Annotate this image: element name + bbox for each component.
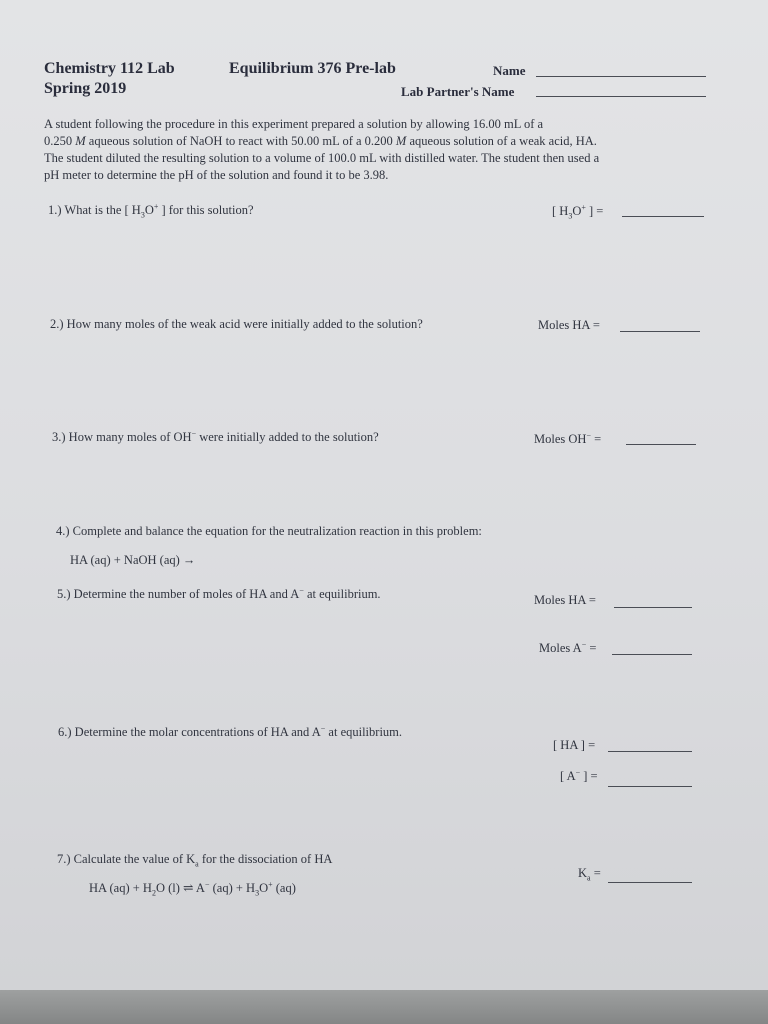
- answer-7-label: $K_a$ =: [578, 866, 601, 883]
- intro-line-4: pH meter to determine the pH of the solution and found it to be 3.98.: [44, 168, 389, 182]
- course-title: Chemistry 112 Lab: [44, 60, 175, 77]
- answer-5b-blank[interactable]: [612, 654, 692, 655]
- answer-3-label: Moles OH− =: [534, 431, 602, 447]
- question-2: 2.) How many moles of the weak acid were initially added to the solution?: [50, 317, 423, 331]
- intro-line-1: A student following the procedure in this experiment prepared a solution by allowing 16.00 mL of a: [44, 117, 544, 131]
- worksheet-title: Equilibrium 376 Pre-lab: [229, 60, 396, 77]
- answer-6a-blank[interactable]: [608, 751, 692, 752]
- answer-6b-blank[interactable]: [608, 786, 692, 787]
- answer-6b-label: [ A− ] =: [560, 768, 598, 784]
- question-5: 5.) Determine the number of moles of HA and A− at equilibrium.: [57, 586, 381, 602]
- lab-partner-label: Lab Partner's Name: [401, 84, 515, 99]
- answer-2-label: Moles HA =: [538, 318, 600, 332]
- answer-5b-label: Moles A− =: [539, 640, 597, 656]
- question-3: 3.) How many moles of OH− were initially added to the solution?: [52, 429, 379, 445]
- answer-5a-blank[interactable]: [614, 607, 692, 608]
- answer-7-blank[interactable]: [608, 882, 692, 883]
- desk-surface: [0, 990, 768, 1024]
- question-1: 1.) What is the [ $H_3O^+$ ] for this solution?: [48, 202, 254, 220]
- intro-paragraph: [44, 116, 714, 184]
- question-6: 6.) Determine the molar concentrations of HA and A− at equilibrium.: [58, 724, 403, 740]
- name-blank[interactable]: [536, 76, 706, 77]
- answer-1-blank[interactable]: [622, 216, 704, 217]
- answer-3-blank[interactable]: [626, 444, 696, 445]
- answer-6a-label: [ HA ] =: [553, 738, 596, 752]
- term: Spring 2019: [44, 80, 127, 97]
- equation-7: HA $(aq) + H_2O$ (l) ⇌ A− $(aq) + H_3O^+$ (aq): [89, 880, 296, 898]
- intro-line-3: The student diluted the resulting solution to a volume of 100.0 mL with distilled water. The student then used a: [44, 151, 600, 165]
- answer-1-label: [ $H_3O^+$ ] =: [552, 203, 604, 221]
- name-label: Name: [493, 63, 526, 78]
- answer-2-blank[interactable]: [620, 331, 700, 332]
- intro-line-2: 0.250 M aqueous solution of NaOH to react with 50.00 mL of a 0.200 M aqueous solution of a weak acid, HA.: [44, 134, 597, 148]
- question-7: 7.) Calculate the value of $K_a$ for the dissociation of HA: [57, 852, 333, 869]
- lab-partner-blank[interactable]: [536, 96, 706, 97]
- question-4: 4.) Complete and balance the equation for the neutralization reaction in this problem:: [56, 524, 482, 538]
- answer-5a-label: Moles HA =: [534, 593, 596, 607]
- equation-4: HA (aq) + NaOH (aq) →: [70, 553, 196, 567]
